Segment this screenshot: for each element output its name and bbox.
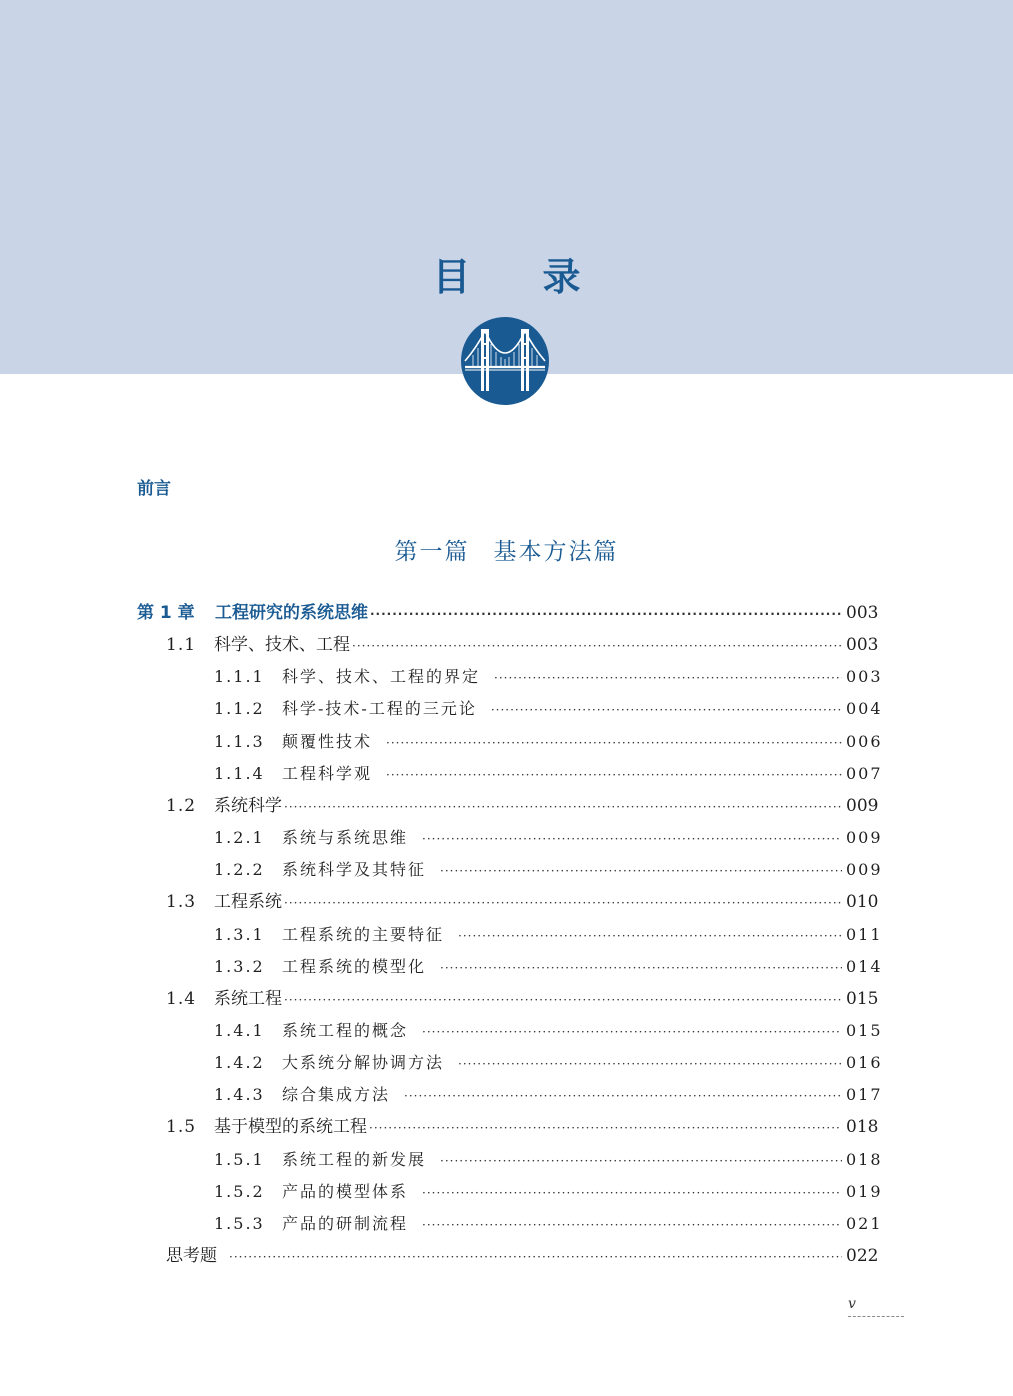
toc-entry-title: 产品的研制流程 (282, 1213, 409, 1233)
dot-leader (458, 1048, 842, 1080)
toc-entry-title: 工程系统 (214, 892, 282, 913)
toc-entry-number: 1.1.4 (214, 763, 265, 783)
toc-entry-title: 思考题 (166, 1246, 217, 1266)
toc-entry-title: 系统与系统思维 (282, 828, 409, 848)
toc-entry-page: 009 (846, 828, 883, 848)
toc-entry-number: 1.2 (166, 795, 197, 816)
toc-entry-title: 系统科学及其特征 (282, 860, 427, 880)
toc-entry-title: 颠覆性技术 (282, 731, 373, 751)
toc-entry-section[interactable] (166, 1111, 879, 1143)
toc-entry-chapter[interactable] (137, 597, 879, 629)
dot-leader (229, 1241, 842, 1273)
toc-entry-other[interactable] (166, 1240, 879, 1272)
toc-entry-number: 1.5.2 (214, 1181, 265, 1201)
toc-entry-page: 007 (846, 763, 883, 783)
dot-leader (494, 662, 842, 694)
toc-entry-number: 1.4 (166, 988, 197, 1009)
dot-leader (284, 887, 842, 919)
folio-rule (848, 1316, 904, 1317)
toc-entry-page: 018 (846, 1149, 883, 1169)
dot-leader (422, 1209, 842, 1241)
toc-entry-number: 第 1 章 (137, 603, 195, 623)
toc-entry-sub[interactable] (214, 1015, 883, 1047)
toc-entry-title: 综合集成方法 (282, 1085, 391, 1105)
toc-entry-page: 003 (846, 635, 879, 656)
toc-entry-sub[interactable] (214, 1079, 883, 1111)
toc-entry-title: 科学-技术-工程的三元论 (282, 699, 477, 719)
toc-entry-section[interactable] (166, 886, 879, 918)
toc-entry-section[interactable] (166, 790, 879, 822)
part-title: 基本方法篇 (493, 539, 619, 565)
toc-entry-page: 009 (846, 860, 883, 880)
toc-entry-page: 016 (846, 1053, 883, 1073)
toc-entry-page: 006 (846, 731, 883, 751)
toc-entry-sub[interactable] (214, 1176, 883, 1208)
toc-entry-sub[interactable] (214, 822, 883, 854)
toc-entry-number: 1.5.1 (214, 1149, 265, 1169)
toc-entry-title: 系统科学 (214, 795, 282, 816)
toc-entry-section[interactable] (166, 629, 879, 661)
toc-entry-page: 015 (846, 988, 879, 1009)
toc-entry-page: 017 (846, 1085, 883, 1105)
toc-entry-number: 1.1.3 (214, 731, 265, 751)
toc-entry-sub[interactable] (214, 1047, 883, 1079)
toc-entry-number: 1.3.1 (214, 924, 265, 944)
preface-link[interactable]: 前言 (137, 479, 171, 499)
dot-leader (491, 694, 842, 726)
toc-entry-number: 1.3 (166, 892, 197, 913)
toc-entry-number: 1.5.3 (214, 1213, 265, 1233)
dot-leader (352, 630, 842, 662)
dot-leader (404, 1080, 842, 1112)
toc-entry-number: 1.3.2 (214, 956, 265, 976)
toc-entry-number: 1.4.3 (214, 1085, 265, 1105)
toc-entry-page: 019 (846, 1181, 883, 1201)
toc-entry-sub[interactable] (214, 1144, 883, 1176)
toc-entry-page: 009 (846, 795, 879, 816)
toc-entry-sub[interactable] (214, 726, 883, 758)
part-heading (0, 533, 1013, 566)
toc-entry-title: 工程系统的模型化 (282, 956, 427, 976)
toc-entry-title: 科学、技术、工程 (214, 635, 350, 656)
toc-entry-sub[interactable] (214, 854, 883, 886)
toc-entry-number: 1.1.1 (214, 667, 265, 687)
dot-leader (284, 791, 842, 823)
toc-entry-page: 015 (846, 1020, 883, 1040)
toc-entry-title: 产品的模型体系 (282, 1181, 409, 1201)
toc-entry-title: 科学、技术、工程的界定 (282, 667, 481, 687)
dot-leader (370, 598, 842, 630)
toc-entry-number: 1.5 (166, 1117, 197, 1138)
toc-entry-page: 011 (846, 924, 883, 944)
dot-leader (440, 952, 842, 984)
dot-leader (422, 1177, 842, 1209)
toc-entry-title: 系统工程 (214, 988, 282, 1009)
toc-entry-title: 工程科学观 (282, 763, 373, 783)
dot-leader (386, 759, 842, 791)
dot-leader (440, 1145, 842, 1177)
toc-entry-page: 021 (846, 1213, 883, 1233)
toc-entry-sub[interactable] (214, 951, 883, 983)
dot-leader (386, 727, 842, 759)
toc-entry-sub[interactable] (214, 758, 883, 790)
toc-entry-page: 018 (846, 1117, 879, 1138)
toc-entry-number: 1.4.2 (214, 1053, 265, 1073)
toc-entry-title: 系统工程的概念 (282, 1020, 409, 1040)
suspension-bridge-icon (461, 317, 549, 405)
toc-entry-number: 1.4.1 (214, 1020, 265, 1040)
dot-leader (369, 1112, 842, 1144)
toc-entry-sub[interactable] (214, 693, 883, 725)
toc-entry-page: 014 (846, 956, 883, 976)
dot-leader (440, 855, 842, 887)
toc-entry-title: 工程研究的系统思维 (215, 603, 368, 623)
toc-entry-section[interactable] (166, 983, 879, 1015)
toc-entry-title: 工程系统的主要特征 (282, 924, 445, 944)
toc-entry-number: 1.2.2 (214, 860, 265, 880)
toc-entry-page: 003 (846, 603, 879, 623)
toc-entry-number: 1.2.1 (214, 828, 265, 848)
toc-entry-sub[interactable] (214, 919, 883, 951)
dot-leader (284, 984, 842, 1016)
page-title: 目录 (432, 254, 653, 299)
toc-entry-number: 1.1 (166, 635, 197, 656)
toc-entry-page: 003 (846, 667, 883, 687)
toc-entry-page: 004 (846, 699, 883, 719)
toc-entry-number: 1.1.2 (214, 699, 265, 719)
toc-entry-page: 022 (846, 1246, 879, 1266)
page-number: v (848, 1296, 856, 1312)
toc-entry-title: 系统工程的新发展 (282, 1149, 427, 1169)
toc-entry-title: 大系统分解协调方法 (282, 1053, 445, 1073)
toc-entry-title: 基于模型的系统工程 (214, 1117, 367, 1138)
toc-entry-sub[interactable] (214, 1208, 883, 1240)
dot-leader (422, 1016, 842, 1048)
toc-entry-sub[interactable] (214, 661, 883, 693)
part-label: 第一篇 (394, 539, 470, 565)
dot-leader (458, 920, 842, 952)
dot-leader (422, 823, 842, 855)
toc-entry-page: 010 (846, 892, 879, 913)
